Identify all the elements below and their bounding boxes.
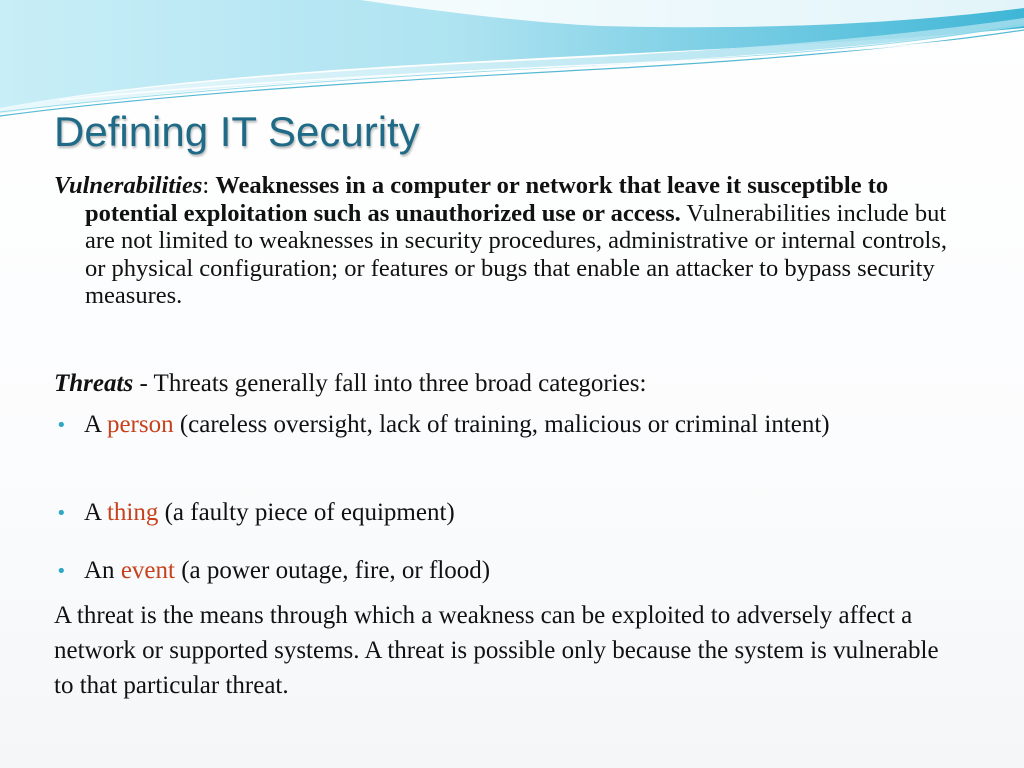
bullet-prefix: An — [84, 557, 121, 584]
closing-paragraph: A threat is the means through which a weakness can be exploited to adversely affect a network or supported systems. A threat is possible only because the system is vulnerable to that particular threat. — [54, 602, 939, 699]
vulnerabilities-term: Vulnerabilities — [54, 172, 203, 199]
threats-term: Threats — [54, 370, 134, 397]
decorative-wave-header — [0, 0, 1024, 120]
bullet-prefix: A — [84, 411, 107, 438]
threats-intro-line — [54, 368, 964, 400]
list-item-event — [54, 554, 964, 588]
bullet-prefix: A — [84, 499, 107, 526]
slide-title: Defining IT Security — [54, 108, 420, 155]
bullet-dot-icon: • — [56, 561, 67, 582]
bullet-detail: (a power outage, fire, or flood) — [174, 557, 491, 584]
list-item-person — [54, 408, 964, 442]
bullet-detail: (careless oversight, lack of training, malicious or criminal intent) — [173, 411, 830, 438]
highlight-thing: thing — [106, 499, 159, 526]
bullet-dot-icon: • — [56, 503, 67, 524]
vulnerabilities-paragraph — [54, 172, 964, 310]
highlight-person: person — [106, 411, 174, 438]
threats-intro-text: - Threats generally fall into three broad categories: — [133, 370, 647, 397]
bullet-dot-icon: • — [56, 415, 67, 436]
bullet-detail: (a faulty piece of equipment) — [158, 499, 455, 526]
slide-body — [54, 172, 964, 310]
vulnerabilities-definition-bold: Weaknesses in a computer or network that leave it susceptible to potential exploitation such as unauthorized use or access. — [85, 172, 889, 227]
highlight-event: event — [120, 557, 175, 584]
vulnerabilities-separator: : — [202, 172, 216, 199]
list-item-thing — [54, 496, 964, 530]
vulnerabilities-definition-plain: Vulnerabilities include but are not limited to weaknesses in security procedures, administrative or internal controls, or physical configuration; or features or bugs that enable an attacker to bypass security measures. — [85, 199, 948, 309]
